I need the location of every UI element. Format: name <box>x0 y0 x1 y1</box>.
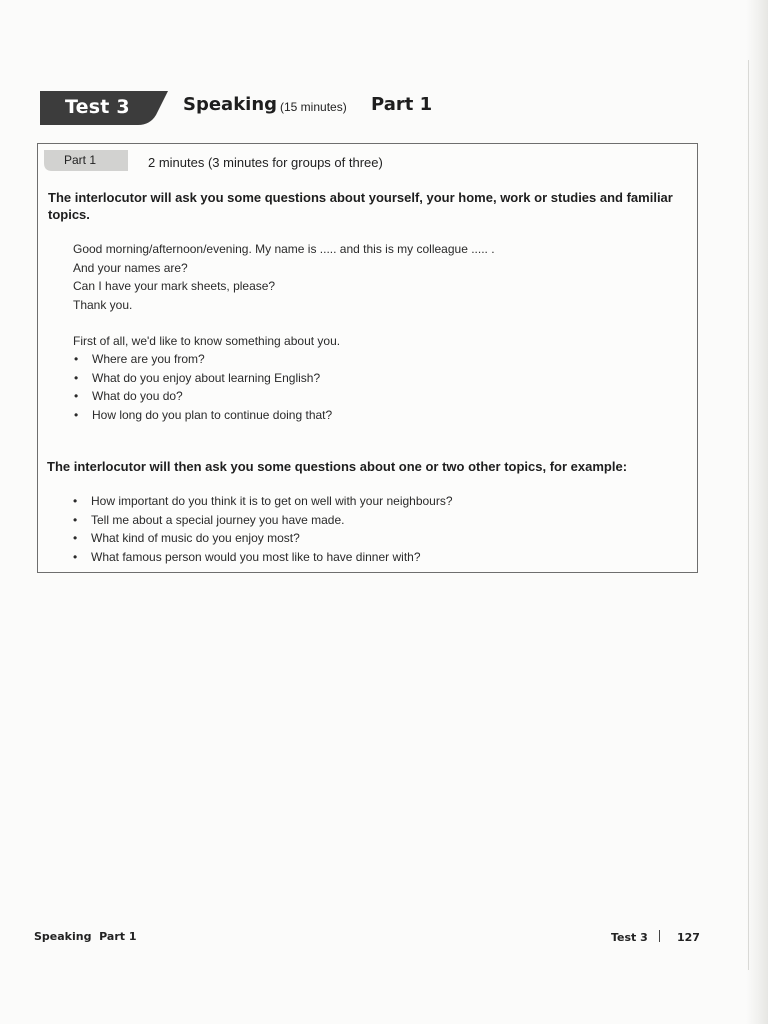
question-text: What do you enjoy about learning English? <box>92 371 321 385</box>
topic-question-text: How important do you think it is to get on well with your neighbours? <box>91 494 453 508</box>
timing-text: 2 minutes (3 minutes for groups of three) <box>148 155 383 170</box>
opening-line-3: Can I have your mark sheets, please? <box>73 279 276 293</box>
instruction-1: The interlocutor will ask you some questions about yourself, your home, work or studies and familiar topics. <box>48 190 673 222</box>
question-text: How long do you plan to continue doing that? <box>92 408 333 422</box>
bullet-icon: • <box>73 513 78 527</box>
part-title: Part 1 <box>371 94 433 115</box>
bullet-icon: • <box>74 371 79 385</box>
test-tab <box>40 91 168 125</box>
section-title: Speaking <box>183 94 278 115</box>
topic-question-text: What kind of music do you enjoy most? <box>91 531 300 545</box>
intro-line: First of all, we'd like to know something about you. <box>73 334 341 348</box>
page-number: 127 <box>677 931 700 944</box>
page-edge-line <box>748 60 749 970</box>
bullet-icon: • <box>74 408 79 422</box>
footer-section-label: Speaking Part 1 <box>34 930 137 943</box>
topic-question-text: What famous person would you most like to have dinner with? <box>91 550 421 564</box>
instruction-2: The interlocutor will then ask you some questions about one or two other topics, for example: <box>47 459 628 474</box>
bullet-icon: • <box>73 531 78 545</box>
question-text: Where are you from? <box>92 352 205 366</box>
bullet-icon: • <box>73 494 78 508</box>
section-duration: (15 minutes) <box>280 100 347 114</box>
footer-test-label: Test 3 <box>611 931 648 944</box>
topic-question-text: Tell me about a special journey you have made. <box>91 513 345 527</box>
opening-line-4: Thank you. <box>73 298 133 312</box>
bullet-icon: • <box>73 550 78 564</box>
part-tab <box>44 150 128 171</box>
bullet-icon: • <box>74 389 79 403</box>
bullet-icon: • <box>74 352 79 366</box>
page-edge-shadow <box>746 0 768 1024</box>
footer-separator <box>659 930 660 942</box>
question-text: What do you do? <box>92 389 183 403</box>
opening-line-1: Good morning/afternoon/evening. My name is ..... and this is my colleague ..... . <box>73 242 495 256</box>
opening-line-2: And your names are? <box>73 261 188 275</box>
part-tab-label: Part 1 <box>64 153 97 167</box>
test-tab-label: Test 3 <box>65 96 130 118</box>
